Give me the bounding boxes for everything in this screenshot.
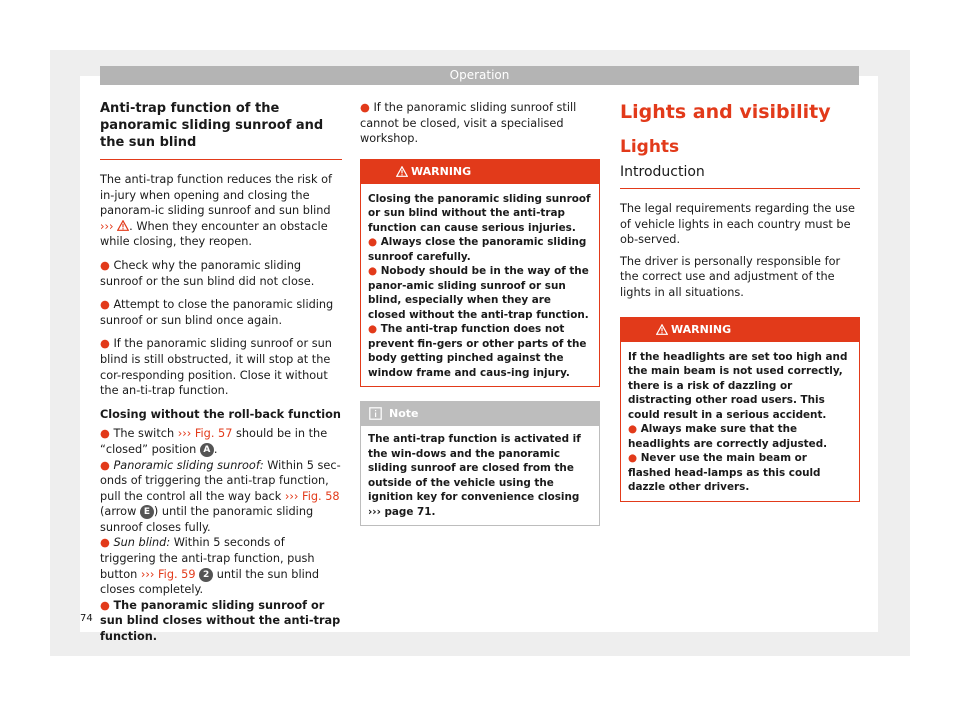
list-item: ● The switch ››› Fig. 57 should be in the “closed” position A . xyxy=(100,427,328,456)
section-header: Operation xyxy=(100,66,859,85)
warning-item: ● Nobody should be in the way of the panor-amic sliding sunroof or sun blind, especially when they are closed without the anti-trap function. xyxy=(368,265,589,321)
warning-lead: Closing the panoramic sliding sunroof or sun blind without the anti-trap function can cause serious injuries. xyxy=(368,192,591,234)
warning-triangle-icon xyxy=(396,166,408,177)
warning-lead: If the headlights are set too high and the main beam is not used correctly, there is a risk of dazzling or distracting other road users. This could result in a serious accident. xyxy=(628,350,848,421)
page-number: 74 xyxy=(80,613,93,624)
note-text: The anti-trap function is activated if the win-dows and the panoramic sliding sunroof are closed from the outside of the vehicle using the ignition key for convenience closing ››› page 71. xyxy=(368,433,581,518)
warning-item: ● The anti-trap function does not prevent fin-gers or other parts of the body getting pinched against the window frame and caus-ing injury. xyxy=(368,323,587,379)
list-item: ● Panoramic sliding sunroof: Within 5 sec-onds of triggering the anti-trap function, pull the control all the way back ››› Fig. 58 (arrow E ) until the panoramic sliding sunroof closes fully. xyxy=(100,458,341,534)
bullet-icon: ● xyxy=(100,536,110,550)
bullet-icon: ● xyxy=(368,236,378,249)
callout-badge: E xyxy=(140,505,154,519)
warning-box xyxy=(360,159,600,388)
note-header: Note xyxy=(361,402,599,426)
bullet-icon: ● xyxy=(100,427,110,441)
note-box xyxy=(360,401,600,526)
list-item: ● Attempt to close the panoramic sliding sunroof or sun blind once again. xyxy=(100,298,334,327)
note-icon xyxy=(369,407,382,420)
paragraph: The legal requirements regarding the use of vehicle lights in each country must be ob-served. xyxy=(620,202,855,247)
list-item: ● Sun blind: Within 5 seconds of triggering the anti-trap function, push button ››› Fig. 59 2 until the sun blind closes completely. xyxy=(100,536,320,597)
warning-body xyxy=(621,342,859,501)
column-warnings xyxy=(360,100,600,526)
bullet-icon: ● xyxy=(100,258,110,272)
warning-item: ● Always close the panoramic sliding sunroof carefully. xyxy=(368,236,587,263)
paragraph: The driver is personally responsible for the correct use and adjustment of the lights in all situations. xyxy=(620,254,841,299)
note-body xyxy=(361,426,599,525)
list-item: ● If the panoramic sliding sunroof or sun blind is still obstructed, it will stop at the cor-responding position. Close it without the an-ti-trap function. xyxy=(100,337,332,398)
warning-header: WARNING xyxy=(621,318,859,342)
section-title: Anti-trap function of the panoramic sliding sunroof and the sun blind xyxy=(100,100,342,160)
page-71-link[interactable]: ››› page 71 xyxy=(368,505,432,518)
warning-body xyxy=(361,184,599,387)
chapter-title: Lights and visibility xyxy=(620,101,831,123)
bullet-icon: ● xyxy=(100,458,110,472)
fig-57-link[interactable]: ››› Fig. 57 xyxy=(177,427,233,441)
bullet-icon: ● xyxy=(360,101,370,114)
bullet-icon: ● xyxy=(628,423,638,436)
cross-ref[interactable]: ››› xyxy=(100,219,114,233)
bullet-icon: ● xyxy=(368,323,378,336)
warning-triangle-icon xyxy=(117,220,129,231)
bullet-icon: ● xyxy=(100,337,110,351)
list-item: ● The panoramic sliding sunroof or sun blind closes without the anti-trap function. xyxy=(100,598,341,644)
warning-box xyxy=(620,317,860,502)
sub-heading: Closing without the roll-back function xyxy=(100,407,341,421)
column-lights xyxy=(620,100,860,502)
fig-58-link[interactable]: ››› Fig. 58 xyxy=(284,489,340,503)
list-item: ● Check why the panoramic sliding sunroof or the sun blind did not close. xyxy=(100,258,315,288)
callout-badge: A xyxy=(200,443,214,457)
warning-header: WARNING xyxy=(361,160,599,184)
subsection-heading: Introduction xyxy=(620,162,860,189)
warning-item: ● Never use the main beam or flashed head-lamps as this could dazzle other drivers. xyxy=(628,452,821,494)
bullet-icon: ● xyxy=(100,298,110,312)
list-item: ● If the panoramic sliding sunroof still cannot be closed, visit a specialised workshop. xyxy=(360,101,577,146)
warning-triangle-icon xyxy=(656,324,668,335)
section-heading: Lights xyxy=(620,137,680,157)
warning-item: ● Always make sure that the headlights are correctly adjusted. xyxy=(628,423,828,450)
column-anti-trap xyxy=(100,100,342,645)
intro-paragraph: The anti-trap function reduces the risk of in-jury when opening and closing the panoram-ic sliding sunroof and sun blind ››› . When they encounter an obstacle while closing, they reopen. xyxy=(100,173,332,249)
bullet-icon: ● xyxy=(100,598,110,612)
bullet-icon: ● xyxy=(368,265,378,278)
fig-59-link[interactable]: ››› Fig. 59 xyxy=(140,567,196,581)
callout-badge: 2 xyxy=(199,568,213,582)
bullet-icon: ● xyxy=(628,452,638,465)
